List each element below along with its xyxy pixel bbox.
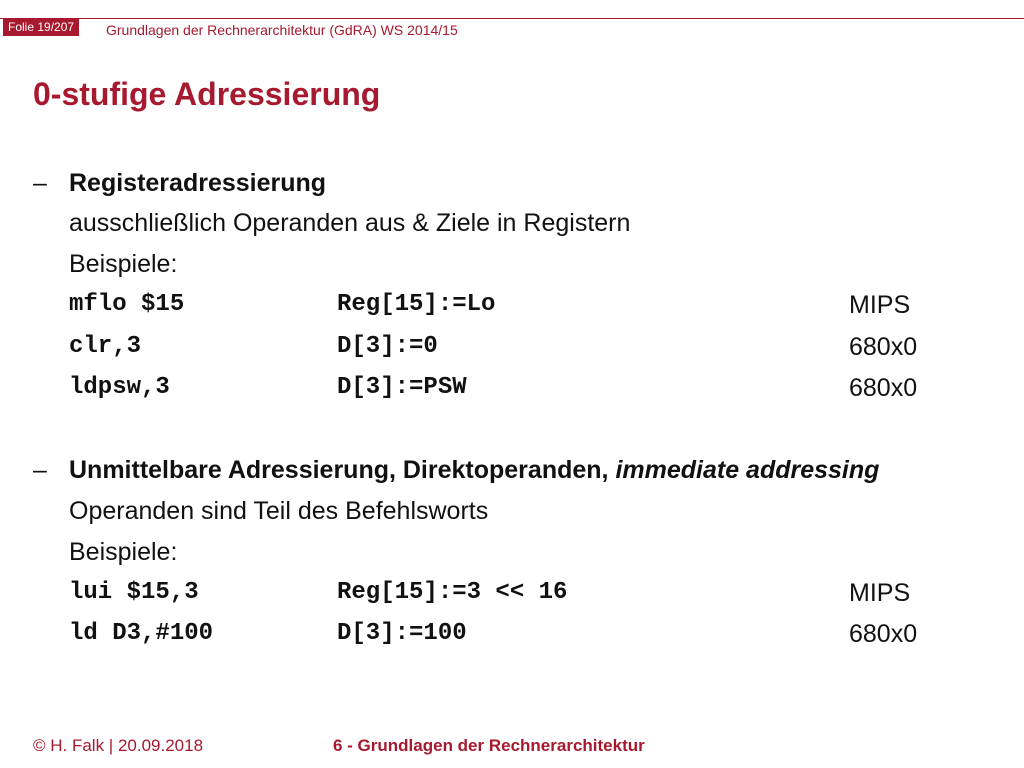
example-instruction: lui $15,3 xyxy=(69,579,199,606)
page-title: 0-stufige Adressierung xyxy=(33,76,381,112)
course-title: Grundlagen der Rechnerarchitektur (GdRA) WS 2014/15 xyxy=(106,22,458,38)
example-instruction: ldpsw,3 xyxy=(69,374,170,401)
example-architecture: MIPS xyxy=(849,579,911,607)
example-architecture: 680x0 xyxy=(849,620,918,648)
section-heading-register: Registeradressierung xyxy=(69,169,327,197)
example-instruction: clr,3 xyxy=(69,333,142,360)
example-effect: D[3]:=100 xyxy=(337,620,467,647)
bullet-dash: – xyxy=(33,456,47,484)
example-effect: D[3]:=0 xyxy=(337,333,438,360)
example-instruction: ld D3,#100 xyxy=(69,620,214,647)
heading-text: Unmittelbare Adressierung, Direktoperanden, xyxy=(69,456,616,484)
example-effect: Reg[15]:=3 << 16 xyxy=(337,579,568,606)
footer-chapter: 6 - Grundlagen der Rechnerarchitektur xyxy=(333,736,645,755)
section-description: ausschließlich Operanden aus & Ziele in Registern xyxy=(69,209,631,237)
example-architecture: MIPS xyxy=(849,291,911,319)
example-architecture: 680x0 xyxy=(849,374,918,402)
bullet-dash: – xyxy=(33,169,47,197)
example-instruction: mflo $15 xyxy=(69,291,185,318)
example-effect: Reg[15]:=Lo xyxy=(337,291,496,318)
examples-label: Beispiele: xyxy=(69,250,178,278)
footer-author-date: © H. Falk | 20.09.2018 xyxy=(33,736,204,755)
section-heading-immediate xyxy=(69,455,879,485)
heading-italic-text: immediate addressing xyxy=(615,456,880,484)
header-rule xyxy=(0,18,1024,19)
example-effect: D[3]:=PSW xyxy=(337,374,467,401)
example-architecture: 680x0 xyxy=(849,333,918,361)
examples-label: Beispiele: xyxy=(69,538,178,566)
slide-number-badge: Folie 19/207 xyxy=(3,18,79,36)
section-description: Operanden sind Teil des Befehlsworts xyxy=(69,497,489,525)
